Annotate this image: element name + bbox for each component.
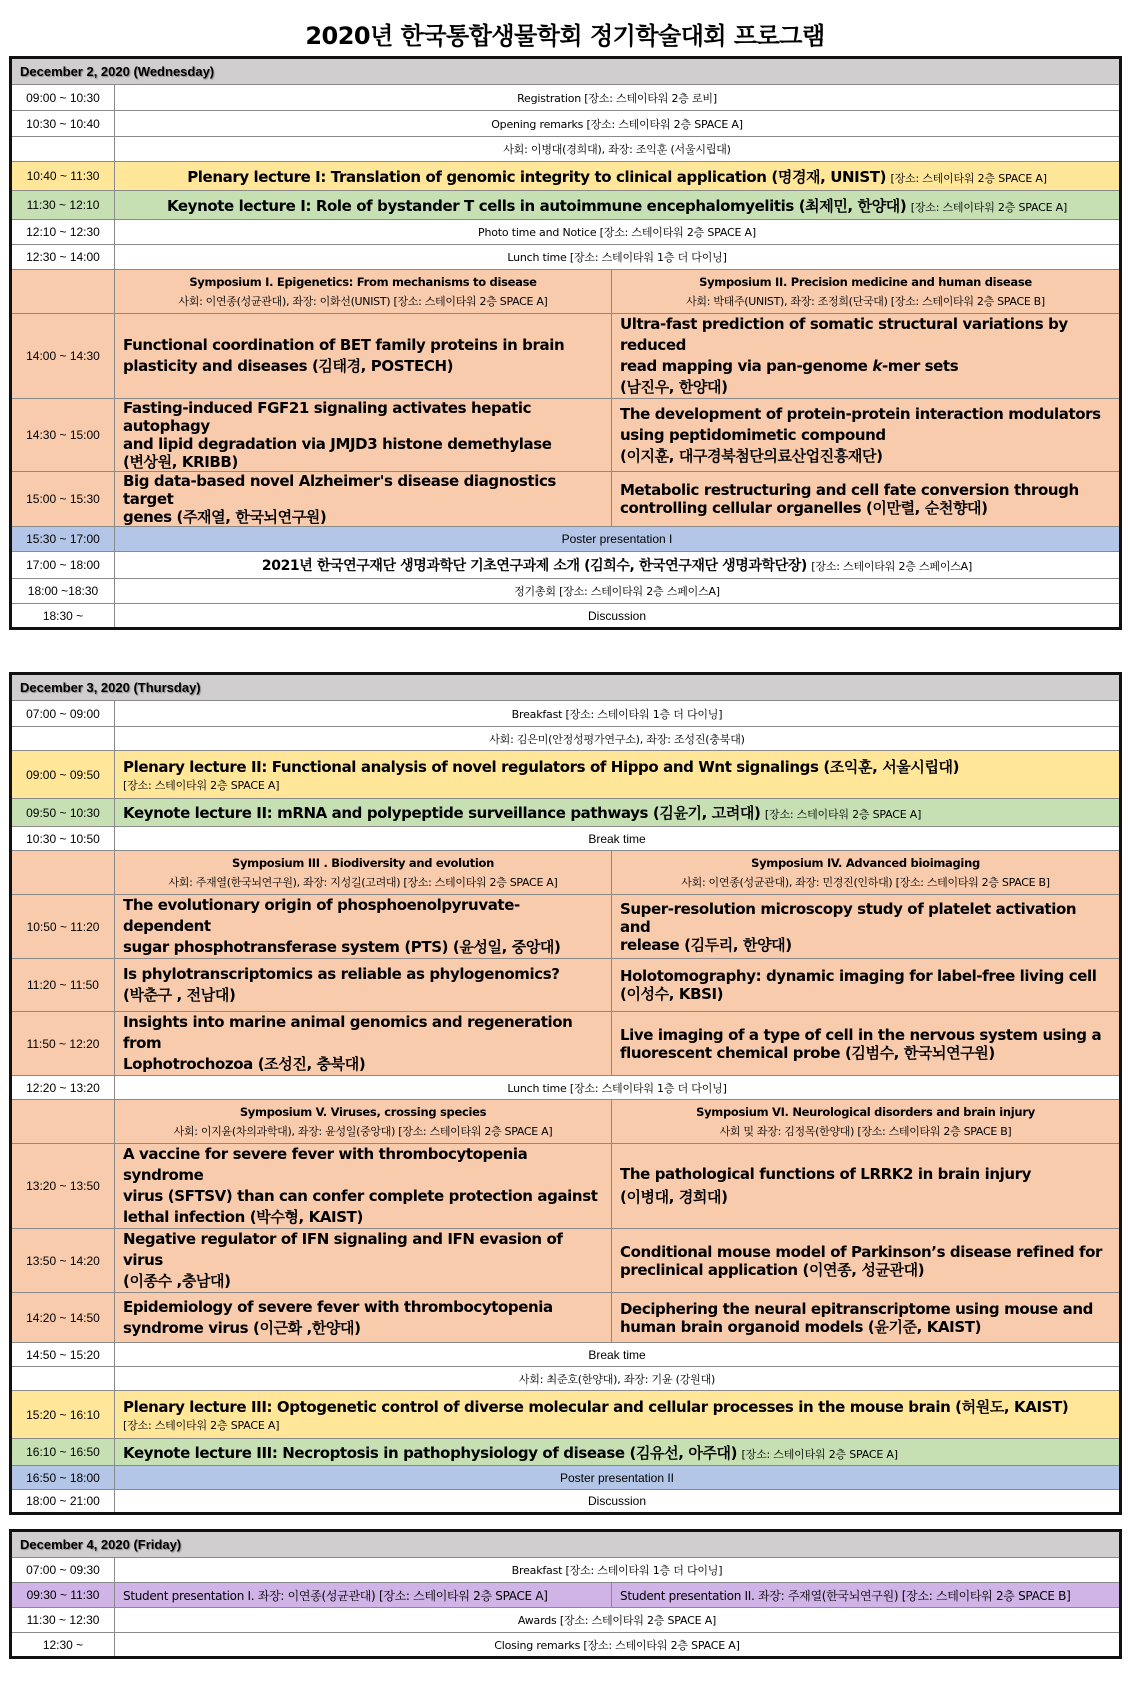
talk-title: Is phylotranscriptomics as reliable as phylogenomics? xyxy=(123,965,560,983)
table-row xyxy=(11,579,1121,604)
talk-title: The development of protein-protein interaction modulators xyxy=(620,404,1101,423)
talk-title: Super-resolution microscopy study of platelet activation and xyxy=(620,899,1077,936)
table-row xyxy=(11,1608,1121,1633)
plenary-title: Plenary lecture I: Translation of genomic integrity to clinical application (명경재, UNIST) xyxy=(187,167,887,186)
general-meeting: 정기총회 [장소: 스테이타워 2층 스페이스A] xyxy=(115,579,1121,604)
plenary-title: Plenary lecture III: Optogenetic control of diverse molecular and cellular processes in the mouse brain (허원도, KAIST) xyxy=(123,1398,1069,1416)
table-row xyxy=(11,111,1121,137)
day-header: December 3, 2020 (Thursday) xyxy=(11,674,1121,701)
day-header: December 4, 2020 (Friday) xyxy=(11,1531,1121,1558)
talk-speaker: human brain organoid models (윤기준, KAIST) xyxy=(620,1317,982,1336)
table-row xyxy=(11,1367,1121,1391)
talk-title: virus (SFTSV) than can confer complete protection against xyxy=(123,1187,598,1205)
time-cell: 09:30 ~ 11:30 xyxy=(11,1583,115,1608)
awards: Awards [장소: 스테이타워 2층 SPACE A] xyxy=(115,1608,1121,1633)
time-cell: 12:20 ~ 13:20 xyxy=(11,1076,115,1100)
time-cell: 14:20 ~ 14:50 xyxy=(11,1293,115,1343)
lunch-time: Lunch time [장소: 스테이타워 1층 더 다이닝] xyxy=(115,245,1121,270)
time-cell: 14:00 ~ 14:30 xyxy=(11,314,115,399)
talk-speaker: (이성수, KBSI) xyxy=(620,985,724,1003)
poster-presentation: Poster presentation II xyxy=(115,1466,1121,1490)
time-cell: 18:00 ~18:30 xyxy=(11,579,115,604)
day3-table xyxy=(9,1529,1122,1659)
day-header: December 2, 2020 (Wednesday) xyxy=(11,58,1121,85)
table-row xyxy=(11,527,1121,552)
symposium-title: Symposium VI. Neurological disorders and brain injury xyxy=(696,1104,1035,1119)
location: [장소: 스테이타워 2층 SPACE A] xyxy=(764,808,922,821)
time-cell: 15:30 ~ 17:00 xyxy=(11,527,115,552)
talk-speaker: release (김두리, 한양대) xyxy=(620,935,792,954)
time-cell xyxy=(11,727,115,751)
symposium-header-row xyxy=(11,270,1121,314)
talk-speaker: sugar phosphotransferase system (PTS) (윤성일, 중앙대) xyxy=(123,938,561,956)
talk-title: and lipid degradation via JMJD3 histone demethylase xyxy=(123,435,552,453)
talk-title: Insights into marine animal genomics and regeneration from xyxy=(123,1013,573,1052)
break-time: Break time xyxy=(115,827,1121,851)
location: [장소: 스테이타워 2층 SPACE A] xyxy=(123,779,280,792)
time-cell: 10:40 ~ 11:30 xyxy=(11,162,115,191)
talk-speaker: preclinical application (이연종, 성균관대) xyxy=(620,1260,925,1279)
plenary-title: Plenary lecture II: Functional analysis of novel regulators of Hippo and Wnt signalings (조익훈, 서울시립대) xyxy=(123,758,960,776)
time-cell: 13:20 ~ 13:50 xyxy=(11,1144,115,1229)
time-cell xyxy=(11,137,115,162)
talk-row xyxy=(11,472,1121,527)
table-row xyxy=(11,245,1121,270)
table-row xyxy=(11,1558,1121,1583)
symposium-chairs: 사회 및 좌장: 김정목(한양대) [장소: 스테이타워 2층 SPACE B] xyxy=(719,1124,1012,1138)
talk-title: Conditional mouse model of Parkinson’s disease refined for xyxy=(620,1242,1103,1261)
time-cell: 12:10 ~ 12:30 xyxy=(11,220,115,245)
location: [장소: 스테이타워 2층 SPACE A] xyxy=(123,1419,280,1432)
talk-row xyxy=(11,1293,1121,1343)
time-cell: 10:30 ~ 10:50 xyxy=(11,827,115,851)
time-cell: 07:00 ~ 09:30 xyxy=(11,1558,115,1583)
time-cell: 12:30 ~ xyxy=(11,1633,115,1658)
talk-title: Epidemiology of severe fever with thrombocytopenia xyxy=(123,1297,553,1316)
student-presentation-2: Student presentation II. 좌장: 주재열(한국뇌연구원) [장소: 스테이타워 2층 SPACE B] xyxy=(612,1583,1121,1608)
time-cell: 11:20 ~ 11:50 xyxy=(11,959,115,1012)
symposium-title: Symposium V. Viruses, crossing species xyxy=(239,1104,487,1119)
table-row xyxy=(11,751,1121,799)
talk-row xyxy=(11,1012,1121,1076)
talk-speaker: (이종수 ,충남대) xyxy=(123,1272,231,1290)
registration: Registration [장소: 스테이타워 2층 로비] xyxy=(115,85,1121,111)
time-cell: 14:30 ~ 15:00 xyxy=(11,399,115,472)
table-row xyxy=(11,727,1121,751)
time-cell: 12:30 ~ 14:00 xyxy=(11,245,115,270)
time-cell: 17:00 ~ 18:00 xyxy=(11,552,115,579)
time-cell: 07:00 ~ 09:00 xyxy=(11,701,115,727)
time-cell: 10:30 ~ 10:40 xyxy=(11,111,115,137)
talk-title-italic: k xyxy=(872,357,882,375)
table-row xyxy=(11,1490,1121,1514)
table-row xyxy=(11,827,1121,851)
table-row xyxy=(11,1343,1121,1367)
table-row xyxy=(11,191,1121,220)
time-cell: 10:50 ~ 11:20 xyxy=(11,895,115,959)
chair-info: 사회: 최준호(한양대), 좌장: 기윤 (강원대) xyxy=(115,1367,1121,1391)
talk-title: -mer sets xyxy=(881,357,959,375)
talk-title: Big data-based novel Alzheimer's disease diagnostics target xyxy=(123,472,556,508)
time-cell: 16:50 ~ 18:00 xyxy=(11,1466,115,1490)
talk-title: using peptidomimetic compound xyxy=(620,425,886,444)
nrf-title: 2021년 한국연구재단 생명과학단 기초연구과제 소개 (김희수, 한국연구재단 생명과학단장) xyxy=(261,558,807,574)
table-row xyxy=(11,1391,1121,1439)
symposium-chairs: 사회: 주재열(한국뇌연구원), 좌장: 지성길(고려대) [장소: 스테이타워 2층 SPACE A] xyxy=(168,875,558,889)
time-cell: 09:00 ~ 10:30 xyxy=(11,85,115,111)
table-row xyxy=(11,85,1121,111)
table-row xyxy=(11,604,1121,629)
page-title: 2020년 한국통합생물학회 정기학술대회 프로그램 xyxy=(305,22,825,50)
talk-speaker: plasticity and diseases (김태경, POSTECH) xyxy=(123,357,454,375)
symposium-title: Symposium III . Biodiversity and evolution xyxy=(231,855,495,870)
table-row xyxy=(11,701,1121,727)
location: [장소: 스테이타워 2층 SPACE A] xyxy=(741,1447,898,1461)
table-row xyxy=(11,1466,1121,1490)
chair-info: 사회: 이병대(경희대), 좌장: 조익훈 (서울시립대) xyxy=(115,137,1121,162)
keynote-title: Keynote lecture II: mRNA and polypeptide surveillance pathways (김윤기, 고려대) xyxy=(123,804,761,822)
talk-title: The pathological functions of LRRK2 in brain injury xyxy=(620,1165,1031,1183)
symposium-chairs: 사회: 이연종(성균관대), 좌장: 민경진(인하대) [장소: 스테이타워 2층 SPACE B] xyxy=(681,875,1050,889)
talk-row xyxy=(11,1229,1121,1293)
table-row xyxy=(11,137,1121,162)
table-row xyxy=(11,552,1121,579)
talk-title: Live imaging of a type of cell in the nervous system using a xyxy=(620,1025,1102,1044)
talk-speaker: (이지훈, 대구경북첨단의료산업진흥재단) xyxy=(620,446,883,465)
time-cell: 11:30 ~ 12:30 xyxy=(11,1608,115,1633)
talk-speaker: (변상원, KRIBB) xyxy=(123,453,238,471)
talk-speaker: (남진우, 한양대) xyxy=(620,378,728,396)
talk-speaker: syndrome virus (이근화 ,한양대) xyxy=(123,1318,361,1337)
time-cell: 18:00 ~ 21:00 xyxy=(11,1490,115,1514)
opening-remarks: Opening remarks [장소: 스테이타워 2층 SPACE A] xyxy=(115,111,1121,137)
time-cell: 15:20 ~ 16:10 xyxy=(11,1391,115,1439)
time-cell: 16:10 ~ 16:50 xyxy=(11,1439,115,1466)
time-cell: 11:30 ~ 12:10 xyxy=(11,191,115,220)
symposium-title: Symposium IV. Advanced bioimaging xyxy=(751,855,980,870)
talk-row xyxy=(11,1144,1121,1229)
table-row xyxy=(11,1076,1121,1100)
student-presentation-1: Student presentation I. 좌장: 이연종(성균관대) [장소: 스테이타워 2층 SPACE A] xyxy=(115,1583,612,1608)
closing-remarks: Closing remarks [장소: 스테이타워 2층 SPACE A] xyxy=(115,1633,1121,1658)
talk-title: Holotomography: dynamic imaging for label-free living cell xyxy=(620,967,1097,985)
time-cell: 18:30 ~ xyxy=(11,604,115,629)
symposium-chairs: 사회: 이지윤(차의과학대), 좌장: 윤성일(중앙대) [장소: 스테이타워 2층 SPACE A] xyxy=(173,1124,553,1138)
talk-title: Fasting-induced FGF21 signaling activates hepatic autophagy xyxy=(123,399,532,435)
discussion: Discussion xyxy=(115,604,1121,629)
break-time: Break time xyxy=(115,1343,1121,1367)
time-cell xyxy=(11,1367,115,1391)
talk-title: read mapping via pan-genome xyxy=(620,357,873,375)
photo-time: Photo time and Notice [장소: 스테이타워 2층 SPACE A] xyxy=(115,220,1121,245)
keynote-title: Keynote lecture I: Role of bystander T cells in autoimmune encephalomyelitis (최제민, 한양대) xyxy=(166,196,907,215)
day1-table xyxy=(9,56,1122,630)
talk-title: Negative regulator of IFN signaling and IFN evasion of virus xyxy=(123,1230,563,1269)
time-cell: 11:50 ~ 12:20 xyxy=(11,1012,115,1076)
talk-speaker: (박춘구 , 전남대) xyxy=(123,986,236,1004)
time-cell: 14:50 ~ 15:20 xyxy=(11,1343,115,1367)
symposium-title: Symposium II. Precision medicine and human disease xyxy=(699,274,1032,289)
time-cell: 15:00 ~ 15:30 xyxy=(11,472,115,527)
talk-speaker: lethal infection (박수형, KAIST) xyxy=(123,1208,363,1226)
symposium-title: Symposium I. Epigenetics: From mechanisms to disease xyxy=(189,274,537,289)
talk-speaker: (이병대, 경희대) xyxy=(620,1188,728,1206)
symposium-chairs: 사회: 이연종(성균관대), 좌장: 이화선(UNIST) [장소: 스테이타워 2층 SPACE A] xyxy=(178,294,548,308)
symposium-chairs: 사회: 박태주(UNIST), 좌장: 조정희(단국대) [장소: 스테이타워 2층 SPACE B] xyxy=(686,294,1045,308)
talk-title: Deciphering the neural epitranscriptome using mouse and xyxy=(620,1299,1093,1318)
table-row xyxy=(11,162,1121,191)
talk-title: Metabolic restructuring and cell fate conversion through xyxy=(620,481,1079,499)
talk-row xyxy=(11,959,1121,1012)
breakfast: Breakfast [장소: 스테이타워 1층 더 다이닝] xyxy=(115,701,1121,727)
table-row xyxy=(11,799,1121,827)
talk-title: The evolutionary origin of phosphoenolpyruvate-dependent xyxy=(123,896,520,935)
table-row xyxy=(11,220,1121,245)
poster-presentation: Poster presentation I xyxy=(115,527,1121,552)
keynote-title: Keynote lecture III: Necroptosis in pathophysiology of disease (김유선, 아주대) xyxy=(123,1443,738,1462)
time-cell: 09:00 ~ 09:50 xyxy=(11,751,115,799)
talk-speaker: Lophotrochozoa (조성진, 충북대) xyxy=(123,1055,366,1073)
breakfast: Breakfast [장소: 스테이타워 1층 더 다이닝] xyxy=(115,1558,1121,1583)
day2-table xyxy=(9,672,1122,1515)
talk-row xyxy=(11,314,1121,399)
symposium-header-row xyxy=(11,1100,1121,1144)
discussion: Discussion xyxy=(115,1490,1121,1514)
chair-info: 사회: 김은미(안정성평가연구소), 좌장: 조성진(충북대) xyxy=(115,727,1121,751)
talk-title: Ultra-fast prediction of somatic structural variations by reduced xyxy=(620,315,1068,354)
location: [장소: 스테이타워 2층 SPACE A] xyxy=(910,200,1068,214)
lunch-time: Lunch time [장소: 스테이타워 1층 더 다이닝] xyxy=(115,1076,1121,1100)
talk-row xyxy=(11,895,1121,959)
talk-title: Functional coordination of BET family proteins in brain xyxy=(123,336,565,354)
talk-speaker: controlling cellular organelles (이만렬, 순천향대) xyxy=(620,499,988,517)
talk-speaker: fluorescent chemical probe (김범수, 한국뇌연구원) xyxy=(620,1043,995,1062)
table-row xyxy=(11,1583,1121,1608)
time-cell: 13:50 ~ 14:20 xyxy=(11,1229,115,1293)
table-row xyxy=(11,1633,1121,1658)
talk-speaker: genes (주재열, 한국뇌연구원) xyxy=(123,508,327,526)
location: [장소: 스테이타워 2층 SPACE A] xyxy=(890,171,1047,185)
location: [장소: 스테이타워 2층 스페이스A] xyxy=(811,560,973,573)
table-row xyxy=(11,1439,1121,1466)
talk-title: A vaccine for severe fever with thrombocytopenia syndrome xyxy=(123,1145,528,1184)
talk-row xyxy=(11,399,1121,472)
symposium-header-row xyxy=(11,851,1121,895)
time-cell: 09:50 ~ 10:30 xyxy=(11,799,115,827)
